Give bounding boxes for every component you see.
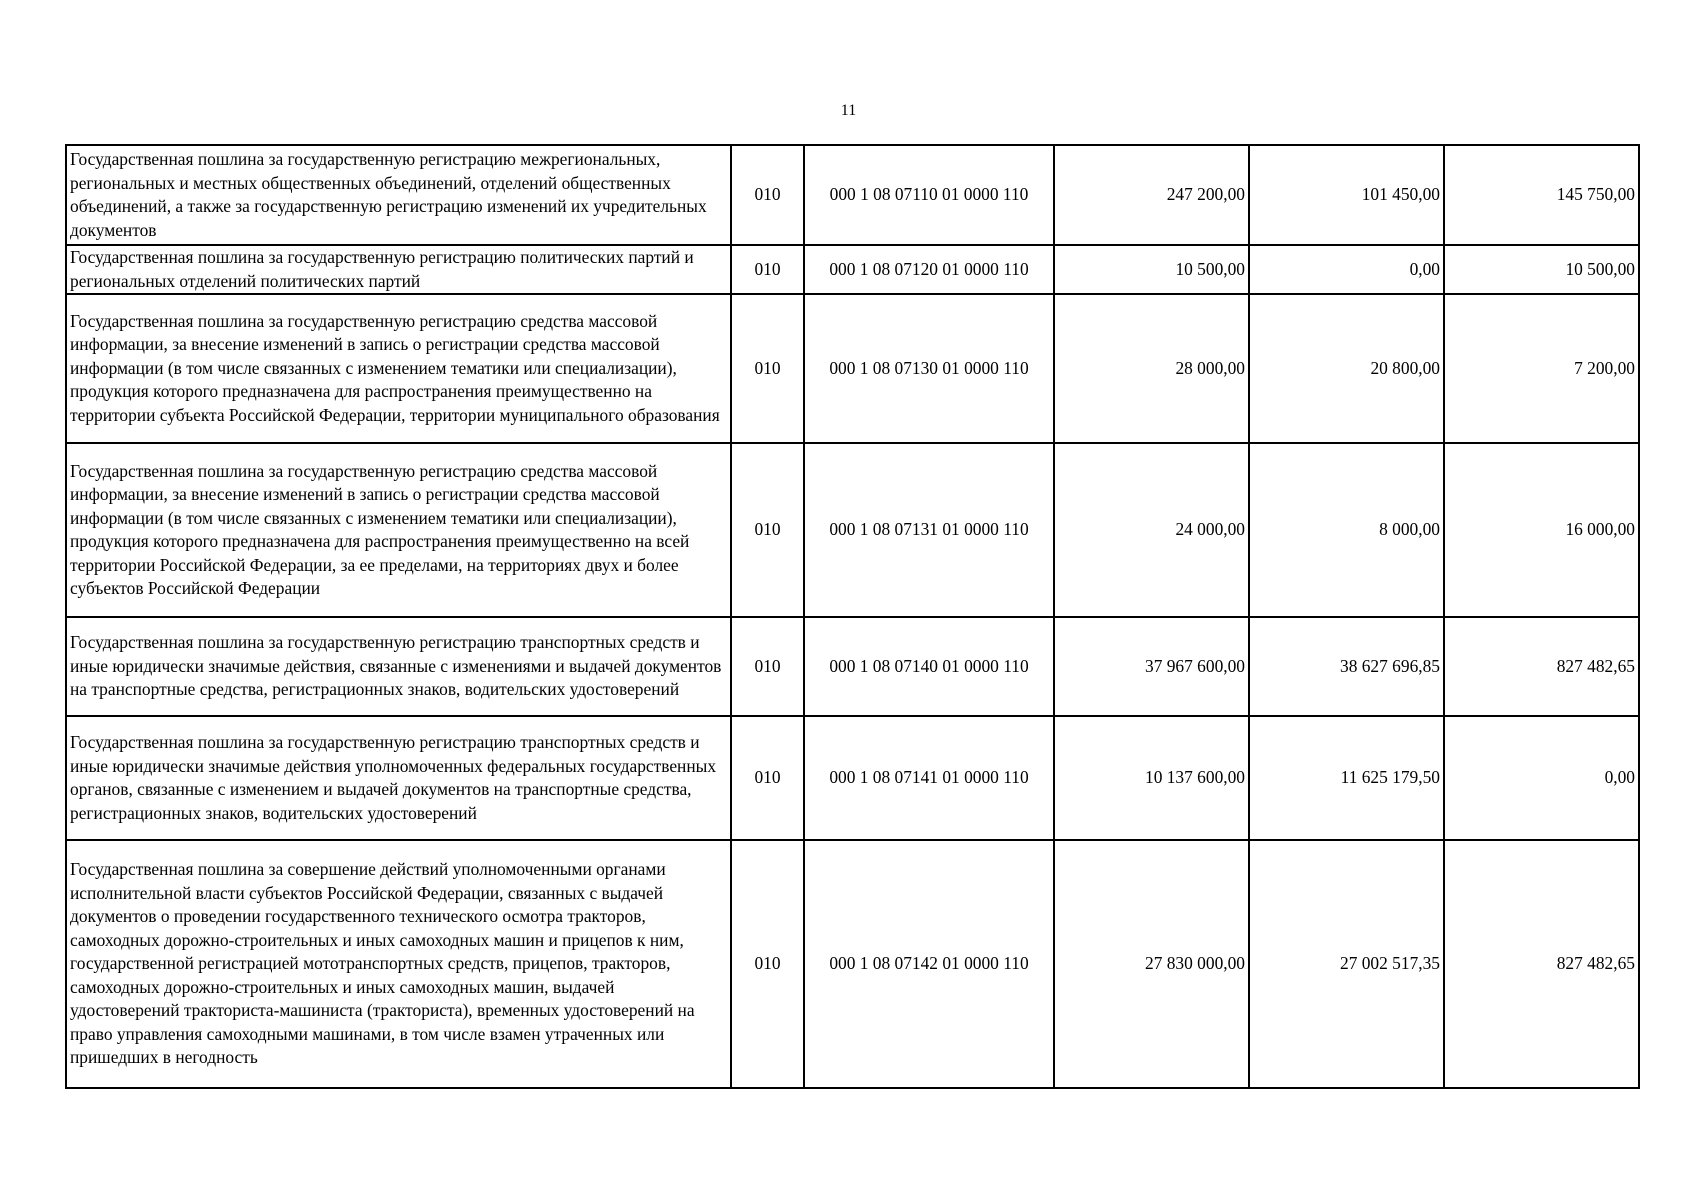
row-admin-code: 010 <box>731 245 804 294</box>
row-budget-code: 000 1 08 07130 01 0000 110 <box>804 294 1054 443</box>
row-description: Государственная пошлина за совершение действий уполномоченными органами исполнительной власти субъектов Российской Федерации, связанных с выдачей документов о проведении государственного технического осмотра тракторов, самоходных дорожно-строительных и иных самоходных машин и прицепов к ним, государственной регистрацией мототранспортных средств, прицепов, тракторов, самоходных дорожно-строительных и иных самоходных машин, выдачей удостоверений тракториста-машиниста (тракториста), временных удостоверений на право управления самоходными машинами, в том числе взамен утраченных или пришедших в негодность <box>66 840 731 1088</box>
table-row <box>66 443 1639 617</box>
row-value-1: 28 000,00 <box>1054 294 1249 443</box>
table-row <box>66 245 1639 294</box>
row-value-3: 827 482,65 <box>1444 840 1639 1088</box>
row-description: Государственная пошлина за государственную регистрацию межрегиональных, региональных и местных общественных объединений, отделений общественных объединений, а также за государственную регистрацию изменений их учредительных документов <box>66 145 731 245</box>
page-number: 11 <box>840 102 857 119</box>
row-budget-code: 000 1 08 07110 01 0000 110 <box>804 145 1054 245</box>
row-admin-code: 010 <box>731 617 804 716</box>
row-description: Государственная пошлина за государственную регистрацию политических партий и региональных отделений политических партий <box>66 245 731 294</box>
table-body <box>66 145 1639 1088</box>
table-row <box>66 145 1639 245</box>
row-value-2: 0,00 <box>1249 245 1444 294</box>
table-row <box>66 716 1639 840</box>
row-value-3: 7 200,00 <box>1444 294 1639 443</box>
row-admin-code: 010 <box>731 716 804 840</box>
row-admin-code: 010 <box>731 145 804 245</box>
row-admin-code: 010 <box>731 294 804 443</box>
row-value-1: 247 200,00 <box>1054 145 1249 245</box>
row-budget-code: 000 1 08 07120 01 0000 110 <box>804 245 1054 294</box>
table-row <box>66 840 1639 1088</box>
row-budget-code: 000 1 08 07140 01 0000 110 <box>804 617 1054 716</box>
row-budget-code: 000 1 08 07142 01 0000 110 <box>804 840 1054 1088</box>
row-budget-code: 000 1 08 07131 01 0000 110 <box>804 443 1054 617</box>
table-row <box>66 294 1639 443</box>
row-value-3: 0,00 <box>1444 716 1639 840</box>
row-value-1: 27 830 000,00 <box>1054 840 1249 1088</box>
revenue-table <box>65 144 1640 1089</box>
row-value-2: 11 625 179,50 <box>1249 716 1444 840</box>
row-description: Государственная пошлина за государственную регистрацию транспортных средств и иные юридически значимые действия уполномоченных федеральных государственных органов, связанные с изменением и выдачей документов на транспортные средства, регистрационных знаков, водительских удостоверений <box>66 716 731 840</box>
row-value-3: 10 500,00 <box>1444 245 1639 294</box>
row-value-2: 38 627 696,85 <box>1249 617 1444 716</box>
row-value-3: 16 000,00 <box>1444 443 1639 617</box>
row-value-2: 101 450,00 <box>1249 145 1444 245</box>
row-value-1: 10 137 600,00 <box>1054 716 1249 840</box>
row-value-1: 37 967 600,00 <box>1054 617 1249 716</box>
row-value-2: 27 002 517,35 <box>1249 840 1444 1088</box>
row-value-2: 8 000,00 <box>1249 443 1444 617</box>
row-admin-code: 010 <box>731 840 804 1088</box>
row-value-1: 24 000,00 <box>1054 443 1249 617</box>
row-admin-code: 010 <box>731 443 804 617</box>
row-description: Государственная пошлина за государственную регистрацию транспортных средств и иные юридически значимые действия, связанные с изменениями и выдачей документов на транспортные средства, регистрационных знаков, водительских удостоверений <box>66 617 731 716</box>
row-value-1: 10 500,00 <box>1054 245 1249 294</box>
row-value-3: 827 482,65 <box>1444 617 1639 716</box>
row-value-3: 145 750,00 <box>1444 145 1639 245</box>
row-description: Государственная пошлина за государственную регистрацию средства массовой информации, за внесение изменений в запись о регистрации средства массовой информации (в том числе связанных с изменением тематики или специализации), продукция которого предназначена для распространения преимущественно на территории субъекта Российской Федерации, территории муниципального образования <box>66 294 731 443</box>
row-budget-code: 000 1 08 07141 01 0000 110 <box>804 716 1054 840</box>
row-value-2: 20 800,00 <box>1249 294 1444 443</box>
table-row <box>66 617 1639 716</box>
row-description: Государственная пошлина за государственную регистрацию средства массовой информации, за внесение изменений в запись о регистрации средства массовой информации (в том числе связанных с изменением тематики или специализации), продукция которого предназначена для распространения преимущественно на всей территории Российской Федерации, за ее пределами, на территориях двух и более субъектов Российской Федерации <box>66 443 731 617</box>
